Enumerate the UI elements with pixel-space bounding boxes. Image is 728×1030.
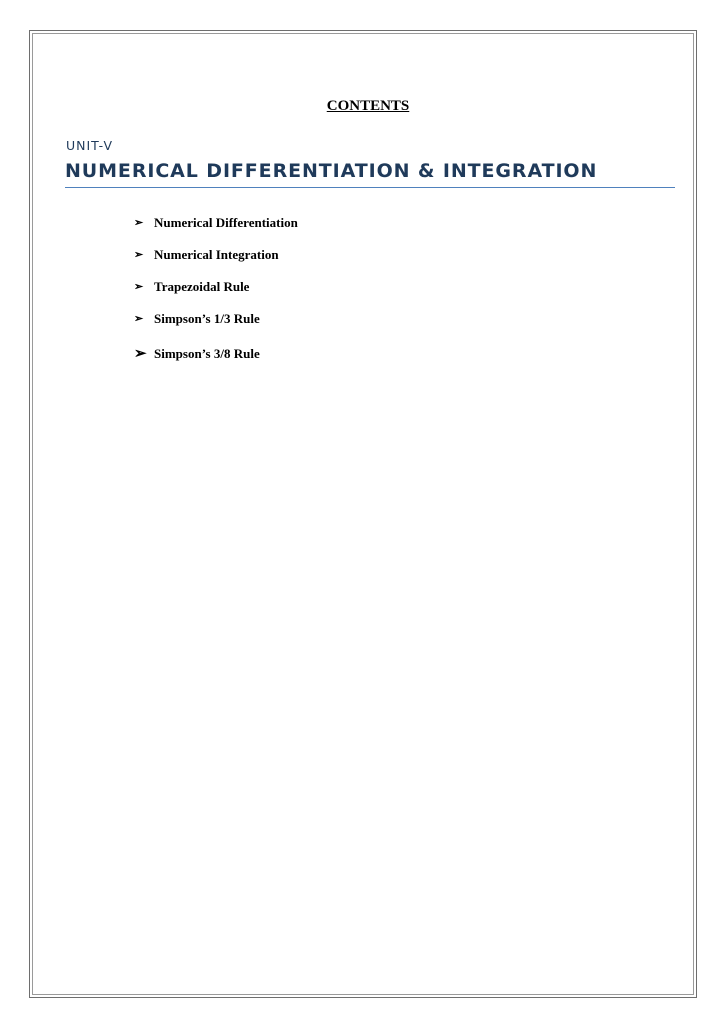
arrowhead-bullet-icon: ➢ [134,345,147,362]
topic-label: Numerical Integration [154,247,279,262]
topic-label: Simpson’s 3/8 Rule [154,346,260,361]
topic-label: Trapezoidal Rule [154,279,250,294]
unit-heading: NUMERICAL DIFFERENTIATION & INTEGRATION [65,160,598,182]
arrowhead-bullet-icon: ➢ [134,280,144,293]
topic-item [134,207,298,239]
arrowhead-bullet-icon: ➢ [134,216,144,229]
heading-rule [65,187,675,188]
unit-label: UNIT-V [66,138,114,153]
topic-item [134,239,298,271]
topic-list [134,207,298,373]
topic-item [134,271,298,303]
topic-item [134,303,298,335]
topic-label: Numerical Differentiation [154,215,298,230]
arrowhead-bullet-icon: ➢ [134,312,144,325]
topic-label: Simpson’s 1/3 Rule [154,311,260,326]
topic-item [134,335,298,373]
contents-title: CONTENTS [326,98,410,114]
arrowhead-bullet-icon: ➢ [134,248,144,261]
